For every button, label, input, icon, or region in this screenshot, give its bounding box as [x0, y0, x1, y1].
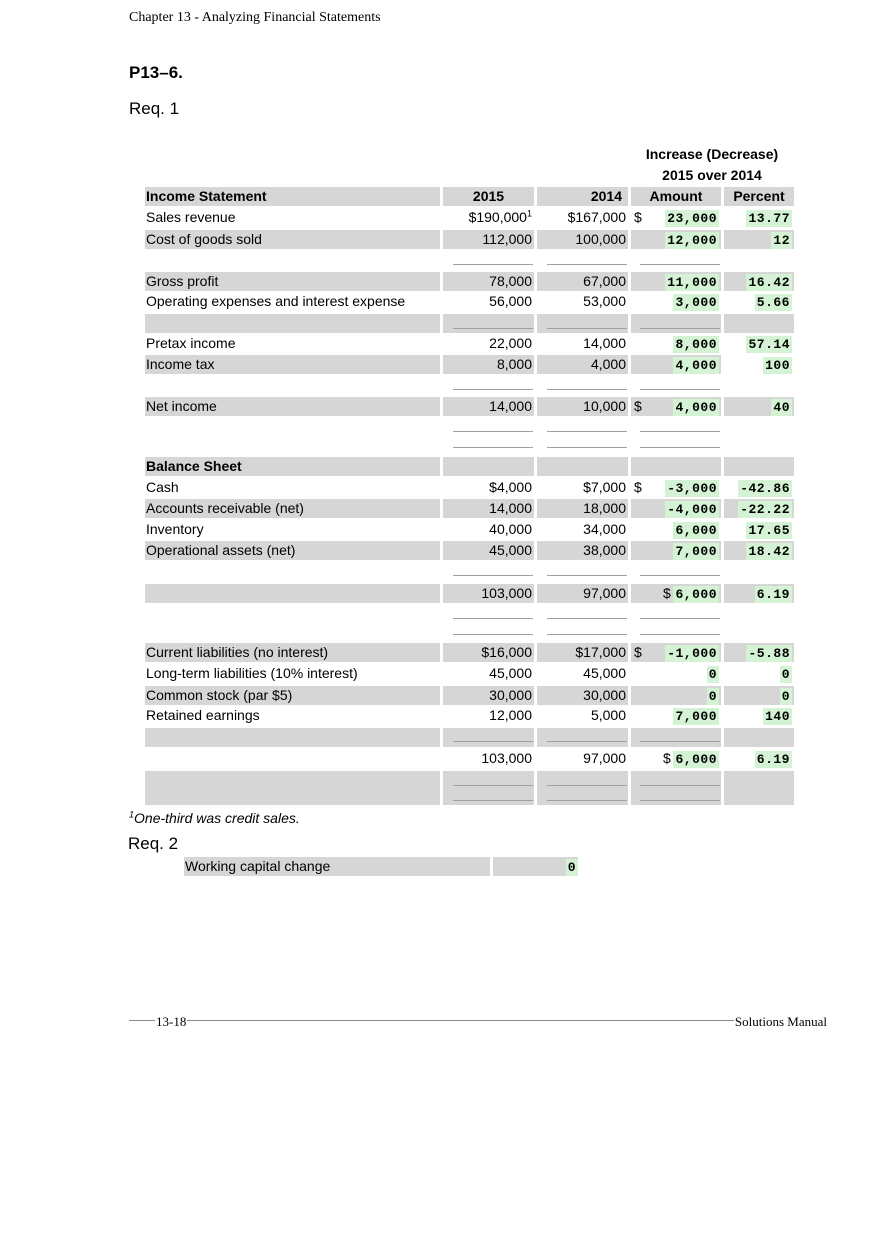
spacer-cell [537, 457, 628, 476]
spacer-cell [537, 314, 628, 333]
footnote: $^1$One-third was credit sales. [129, 809, 300, 826]
percent-cell [724, 643, 794, 662]
double-underline [547, 447, 627, 448]
row-label: Inventory [146, 521, 204, 537]
amount-answer[interactable]: 0 [708, 689, 717, 704]
value-2014: 34,000 [583, 521, 626, 537]
percent-answer[interactable]: 0 [781, 667, 790, 682]
value-2014: $167,000 [567, 209, 626, 225]
spacer-cell [724, 457, 794, 476]
percent-cell [724, 272, 794, 291]
amount-answer[interactable]: 11,000 [667, 275, 717, 290]
double-underline [453, 618, 533, 619]
amount-answer[interactable]: 12,000 [667, 233, 717, 248]
amount-cell [631, 664, 721, 683]
working-capital-answer[interactable]: 0 [567, 860, 576, 875]
amount-cell [631, 272, 721, 291]
percent-answer[interactable]: 13.77 [748, 211, 790, 226]
underline [640, 741, 720, 742]
amount-cell: $ 6,000 [631, 584, 721, 603]
amount-cell [631, 230, 721, 249]
spacer-row [145, 314, 440, 333]
value-2014: 97,000 [583, 750, 626, 766]
amount-answer[interactable]: -1,000 [667, 646, 717, 661]
amount-answer[interactable]: 23,000 [667, 211, 717, 226]
value-2015: 45,000 [489, 665, 532, 681]
percent-answer[interactable]: 12 [773, 233, 790, 248]
double-underline [640, 431, 720, 432]
spacer-cell [724, 771, 794, 805]
amount-cell [631, 706, 721, 725]
percent-cell [724, 541, 794, 560]
value-2014: 5,000 [590, 707, 626, 723]
amount-cell [631, 541, 721, 560]
value-2015: 103,000 [481, 750, 532, 766]
underline [453, 389, 533, 390]
row-label: Income tax [145, 355, 440, 374]
double-underline [453, 785, 533, 786]
double-underline [453, 447, 533, 448]
amount-answer[interactable]: 8,000 [675, 337, 717, 352]
spacer-cell [443, 457, 534, 476]
percent-answer[interactable]: 100 [765, 358, 790, 373]
value-2014: 97,000 [537, 584, 628, 603]
amount-answer[interactable]: 7,000 [675, 709, 717, 724]
double-underline [640, 447, 720, 448]
spacer-cell [631, 457, 721, 476]
row-label: Retained earnings [146, 707, 260, 723]
percent-answer[interactable]: 0 [781, 689, 790, 704]
col-amount-header: Amount [631, 187, 721, 206]
underline [547, 575, 627, 576]
percent-cell [724, 292, 794, 311]
underline [640, 389, 720, 390]
percent-answer[interactable]: -5.88 [748, 646, 790, 661]
row-label: Current liabilities (no interest) [145, 643, 440, 662]
amount-cell: $ 23,000 [634, 209, 717, 226]
value-2015: 56,000 [489, 293, 532, 309]
period-header: 2015 over 2014 [662, 167, 762, 183]
amount-answer[interactable]: 6,000 [675, 587, 717, 602]
income-statement-header: Income Statement [145, 187, 440, 206]
amount-answer[interactable]: 4,000 [675, 400, 717, 415]
value-2015: 14,000 [443, 397, 534, 416]
percent-answer[interactable]: 140 [765, 709, 790, 724]
percent-answer[interactable]: 6.19 [756, 752, 790, 767]
value-2015: 40,000 [489, 521, 532, 537]
row-label: Cost of goods sold [145, 230, 440, 249]
underline [453, 575, 533, 576]
double-underline [453, 431, 533, 432]
underline [453, 741, 533, 742]
percent-cell [724, 706, 794, 725]
row-label: Sales revenue [146, 209, 236, 225]
increase-decrease-header: Increase (Decrease) [645, 146, 779, 162]
col-2014-header: 2014 [537, 187, 628, 206]
underline [547, 264, 627, 265]
percent-answer[interactable]: 16.42 [748, 275, 790, 290]
value-2014: 67,000 [537, 272, 628, 291]
spacer-cell [443, 728, 534, 747]
percent-cell [724, 686, 794, 705]
amount-answer[interactable]: -4,000 [667, 502, 717, 517]
amount-cell [631, 292, 721, 311]
underline [453, 264, 533, 265]
value-2015: $16,000 [443, 643, 534, 662]
value-2014: 45,000 [583, 665, 626, 681]
total-assets-label [145, 584, 440, 603]
value-2015: 14,000 [443, 499, 534, 518]
percent-answer[interactable]: -22.22 [740, 502, 790, 517]
percent-cell [724, 520, 794, 539]
value-2015: 12,000 [489, 707, 532, 723]
amount-answer[interactable]: 4,000 [675, 358, 717, 373]
manual-title: Solutions Manual [734, 1014, 827, 1029]
spacer-cell [631, 728, 721, 747]
value-2015: 30,000 [443, 686, 534, 705]
underline [640, 575, 720, 576]
row-label: Operating expenses and interest expense [146, 293, 406, 309]
footer-rule [129, 1020, 828, 1021]
req1-label: Req. 1 [129, 99, 180, 118]
percent-answer[interactable]: 5.66 [756, 295, 790, 310]
working-capital-cell [493, 857, 578, 876]
spacer-row [145, 728, 440, 747]
row-label: Accounts receivable (net) [145, 499, 440, 518]
double-underline [453, 634, 533, 635]
percent-cell [724, 355, 794, 374]
double-underline [547, 618, 627, 619]
amount-answer[interactable]: 6,000 [675, 752, 717, 767]
double-underline [547, 634, 627, 635]
percent-cell [724, 334, 794, 353]
value-2015: 78,000 [443, 272, 534, 291]
percent-cell [724, 478, 794, 497]
percent-answer[interactable]: 17.65 [748, 523, 790, 538]
problem-number: P13–6. [129, 63, 183, 82]
amount-cell: $ -3,000 [634, 479, 717, 496]
amount-cell: $ 4,000 [631, 397, 721, 416]
value-2015: 103,000 [443, 584, 534, 603]
amount-cell [631, 334, 721, 353]
percent-answer[interactable]: 40 [773, 400, 790, 415]
col-percent-header: Percent [724, 187, 794, 206]
double-underline [547, 800, 627, 801]
balance-sheet-header: Balance Sheet [145, 457, 440, 476]
col-2015-header: 2015 [443, 187, 534, 206]
amount-cell [631, 520, 721, 539]
underline [547, 328, 627, 329]
value-2014: 18,000 [537, 499, 628, 518]
double-underline [640, 785, 720, 786]
working-capital-label: Working capital change [184, 857, 490, 876]
req2-label: Req. 2 [128, 834, 179, 853]
value-2014: $17,000 [537, 643, 628, 662]
row-label: Operational assets (net) [145, 541, 440, 560]
underline [640, 264, 720, 265]
percent-cell [724, 499, 794, 518]
amount-answer[interactable]: 6,000 [675, 523, 717, 538]
row-label: Cash [146, 479, 179, 495]
amount-cell: $ 6,000 [663, 750, 717, 767]
amount-cell [631, 355, 721, 374]
row-label: Net income [145, 397, 440, 416]
percent-cell [724, 664, 794, 683]
spacer-cell [724, 728, 794, 747]
total-liab-equity-label [145, 749, 440, 768]
double-underline [547, 431, 627, 432]
value-2014: 14,000 [583, 335, 626, 351]
value-2014: 4,000 [537, 355, 628, 374]
row-label: Long-term liabilities (10% interest) [146, 665, 358, 681]
spacer-cell [537, 728, 628, 747]
percent-answer[interactable]: 6.19 [756, 587, 790, 602]
amount-cell [631, 686, 721, 705]
percent-cell [724, 208, 794, 227]
spacer-cell [631, 314, 721, 333]
value-2014: 38,000 [537, 541, 628, 560]
percent-cell [724, 584, 794, 603]
amount-cell: $ -1,000 [631, 643, 721, 662]
row-label: Common stock (par $5) [145, 686, 440, 705]
value-2014: 10,000 [537, 397, 628, 416]
value-2015: 8,000 [443, 355, 534, 374]
spacer-row [145, 771, 440, 805]
double-underline [640, 634, 720, 635]
row-label: Gross profit [145, 272, 440, 291]
underline [547, 389, 627, 390]
percent-answer[interactable]: -42.86 [740, 481, 790, 496]
page-number: 13-18 [156, 1014, 187, 1029]
percent-cell [724, 397, 794, 416]
percent-cell [724, 749, 794, 768]
underline [547, 741, 627, 742]
value-2014: 30,000 [537, 686, 628, 705]
underline [640, 328, 720, 329]
spacer-cell [443, 314, 534, 333]
amount-answer[interactable]: 7,000 [675, 544, 717, 559]
spacer-cell [724, 314, 794, 333]
value-2015: 45,000 [443, 541, 534, 560]
double-underline [640, 618, 720, 619]
value-2015: $190,000$^1$ [468, 208, 532, 225]
underline [453, 328, 533, 329]
double-underline [453, 800, 533, 801]
value-2015: 22,000 [489, 335, 532, 351]
amount-answer[interactable]: 0 [708, 667, 717, 682]
amount-cell [631, 499, 721, 518]
value-2015: 112,000 [443, 230, 534, 249]
row-label: Pretax income [146, 335, 236, 351]
percent-cell [724, 230, 794, 249]
value-2014: 100,000 [537, 230, 628, 249]
percent-answer[interactable]: 18.42 [748, 544, 790, 559]
value-2015: $4,000 [489, 479, 532, 495]
double-underline [640, 800, 720, 801]
page-header: Chapter 13 - Analyzing Financial Statements [129, 10, 381, 25]
value-2014: 53,000 [583, 293, 626, 309]
double-underline [547, 785, 627, 786]
value-2014: $7,000 [583, 479, 626, 495]
amount-answer[interactable]: 3,000 [675, 295, 717, 310]
amount-answer[interactable]: -3,000 [667, 481, 717, 496]
percent-answer[interactable]: 57.14 [748, 337, 790, 352]
